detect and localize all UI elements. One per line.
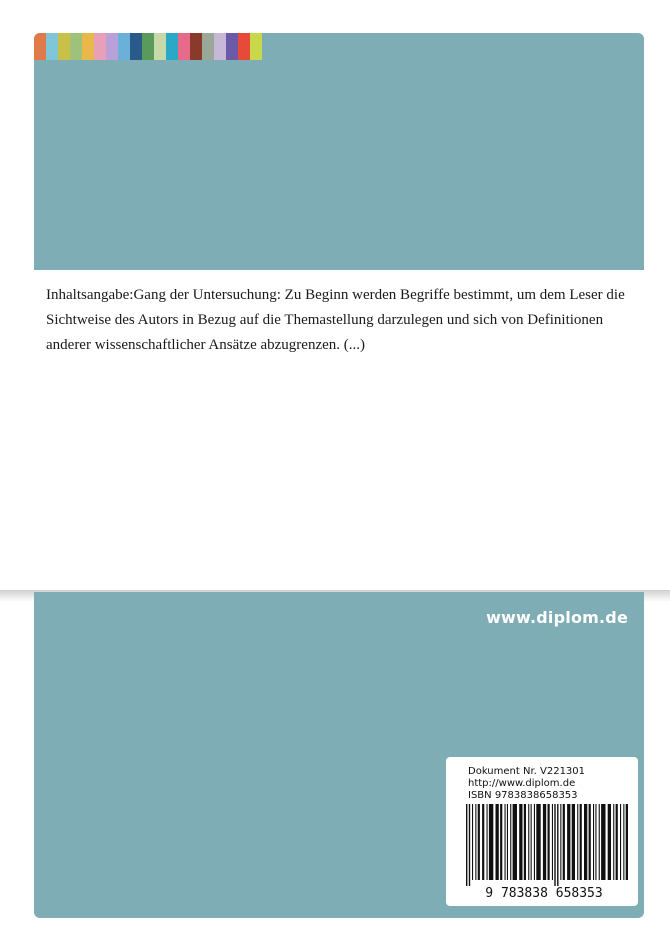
barcode-bar: [593, 804, 594, 880]
barcode-bar: [475, 804, 476, 880]
barcode-bar: [487, 804, 488, 880]
barcode-bar: [469, 804, 470, 886]
barcode-bar: [599, 804, 600, 880]
barcode-bar: [534, 804, 535, 880]
barcode-bar: [466, 804, 467, 886]
color-stripe: [34, 33, 46, 60]
barcode-bar: [513, 804, 517, 880]
barcode-bar: [554, 804, 555, 886]
barcode-bar: [613, 804, 614, 880]
barcode-bar: [595, 804, 596, 880]
color-stripe: [106, 33, 118, 60]
color-stripe: [166, 33, 178, 60]
barcode-bar: [557, 804, 558, 886]
barcode-bar: [616, 804, 618, 880]
barcode-bar: [489, 804, 493, 880]
color-stripe: [46, 33, 58, 60]
top-color-panel: [34, 33, 644, 270]
barcode-bar: [552, 804, 553, 880]
color-stripe: [250, 33, 262, 60]
color-stripes: [34, 33, 262, 60]
color-stripe: [190, 33, 202, 60]
barcode-bar: [528, 804, 529, 880]
barcode-bar: [584, 804, 587, 880]
color-stripe: [118, 33, 130, 60]
barcode-bar: [608, 804, 611, 880]
barcode-bar: [589, 804, 591, 880]
color-stripe: [226, 33, 238, 60]
abstract-text: Inhaltsangabe:Gang der Untersuchung: Zu Beginn werden Begriffe bestimmt, um dem Leser die Sichtweise des Autors in Bezug auf die Themastellung darzulegen und sich von Definitionen anderer wissenschaftlicher Ansätze abzugrenzen. (...): [46, 287, 625, 353]
color-stripe: [70, 33, 82, 60]
barcode-bar: [620, 804, 621, 880]
color-stripe: [238, 33, 250, 60]
barcode-digits: 9 783838 658353: [485, 886, 603, 900]
barcode-bar: [536, 804, 540, 880]
color-stripe: [154, 33, 166, 60]
barcode-bar: [563, 804, 565, 880]
barcode-bar: [577, 804, 578, 880]
barcode-box: [446, 757, 638, 906]
barcode-image: [460, 804, 628, 900]
barcode-bar: [507, 804, 508, 880]
color-stripe: [82, 33, 94, 60]
barcode-bar: [531, 804, 532, 880]
barcode-bar: [543, 804, 546, 880]
document-number: Dokument Nr. V221301: [468, 766, 586, 777]
barcode-bar: [548, 804, 550, 880]
barcode-bar: [560, 804, 561, 880]
barcode-bar: [496, 804, 499, 880]
barcode-bar: [500, 804, 502, 880]
color-stripe: [58, 33, 70, 60]
isbn-label: ISBN 9783838658353: [468, 790, 578, 801]
barcode-url: http://www.diplom.de: [468, 778, 576, 789]
barcode-bar: [510, 804, 511, 880]
barcode-bar: [580, 804, 582, 880]
barcode-bar: [601, 804, 605, 880]
publisher-website: www.diplom.de: [486, 608, 628, 627]
barcode-bar: [478, 804, 480, 880]
barcode-bar: [626, 804, 628, 880]
barcode-bar: [567, 804, 570, 880]
barcode-bar: [623, 804, 624, 880]
color-stripe: [202, 33, 214, 60]
barcode-bar: [472, 804, 473, 880]
barcode-bar: [505, 804, 506, 880]
color-stripe: [130, 33, 142, 60]
color-stripe: [178, 33, 190, 60]
barcode-bar: [524, 804, 526, 880]
barcode-bar: [519, 804, 522, 880]
barcode-bar: [482, 804, 484, 880]
barcode-bar: [572, 804, 575, 880]
color-stripe: [94, 33, 106, 60]
color-stripe: [142, 33, 154, 60]
color-stripe: [214, 33, 226, 60]
